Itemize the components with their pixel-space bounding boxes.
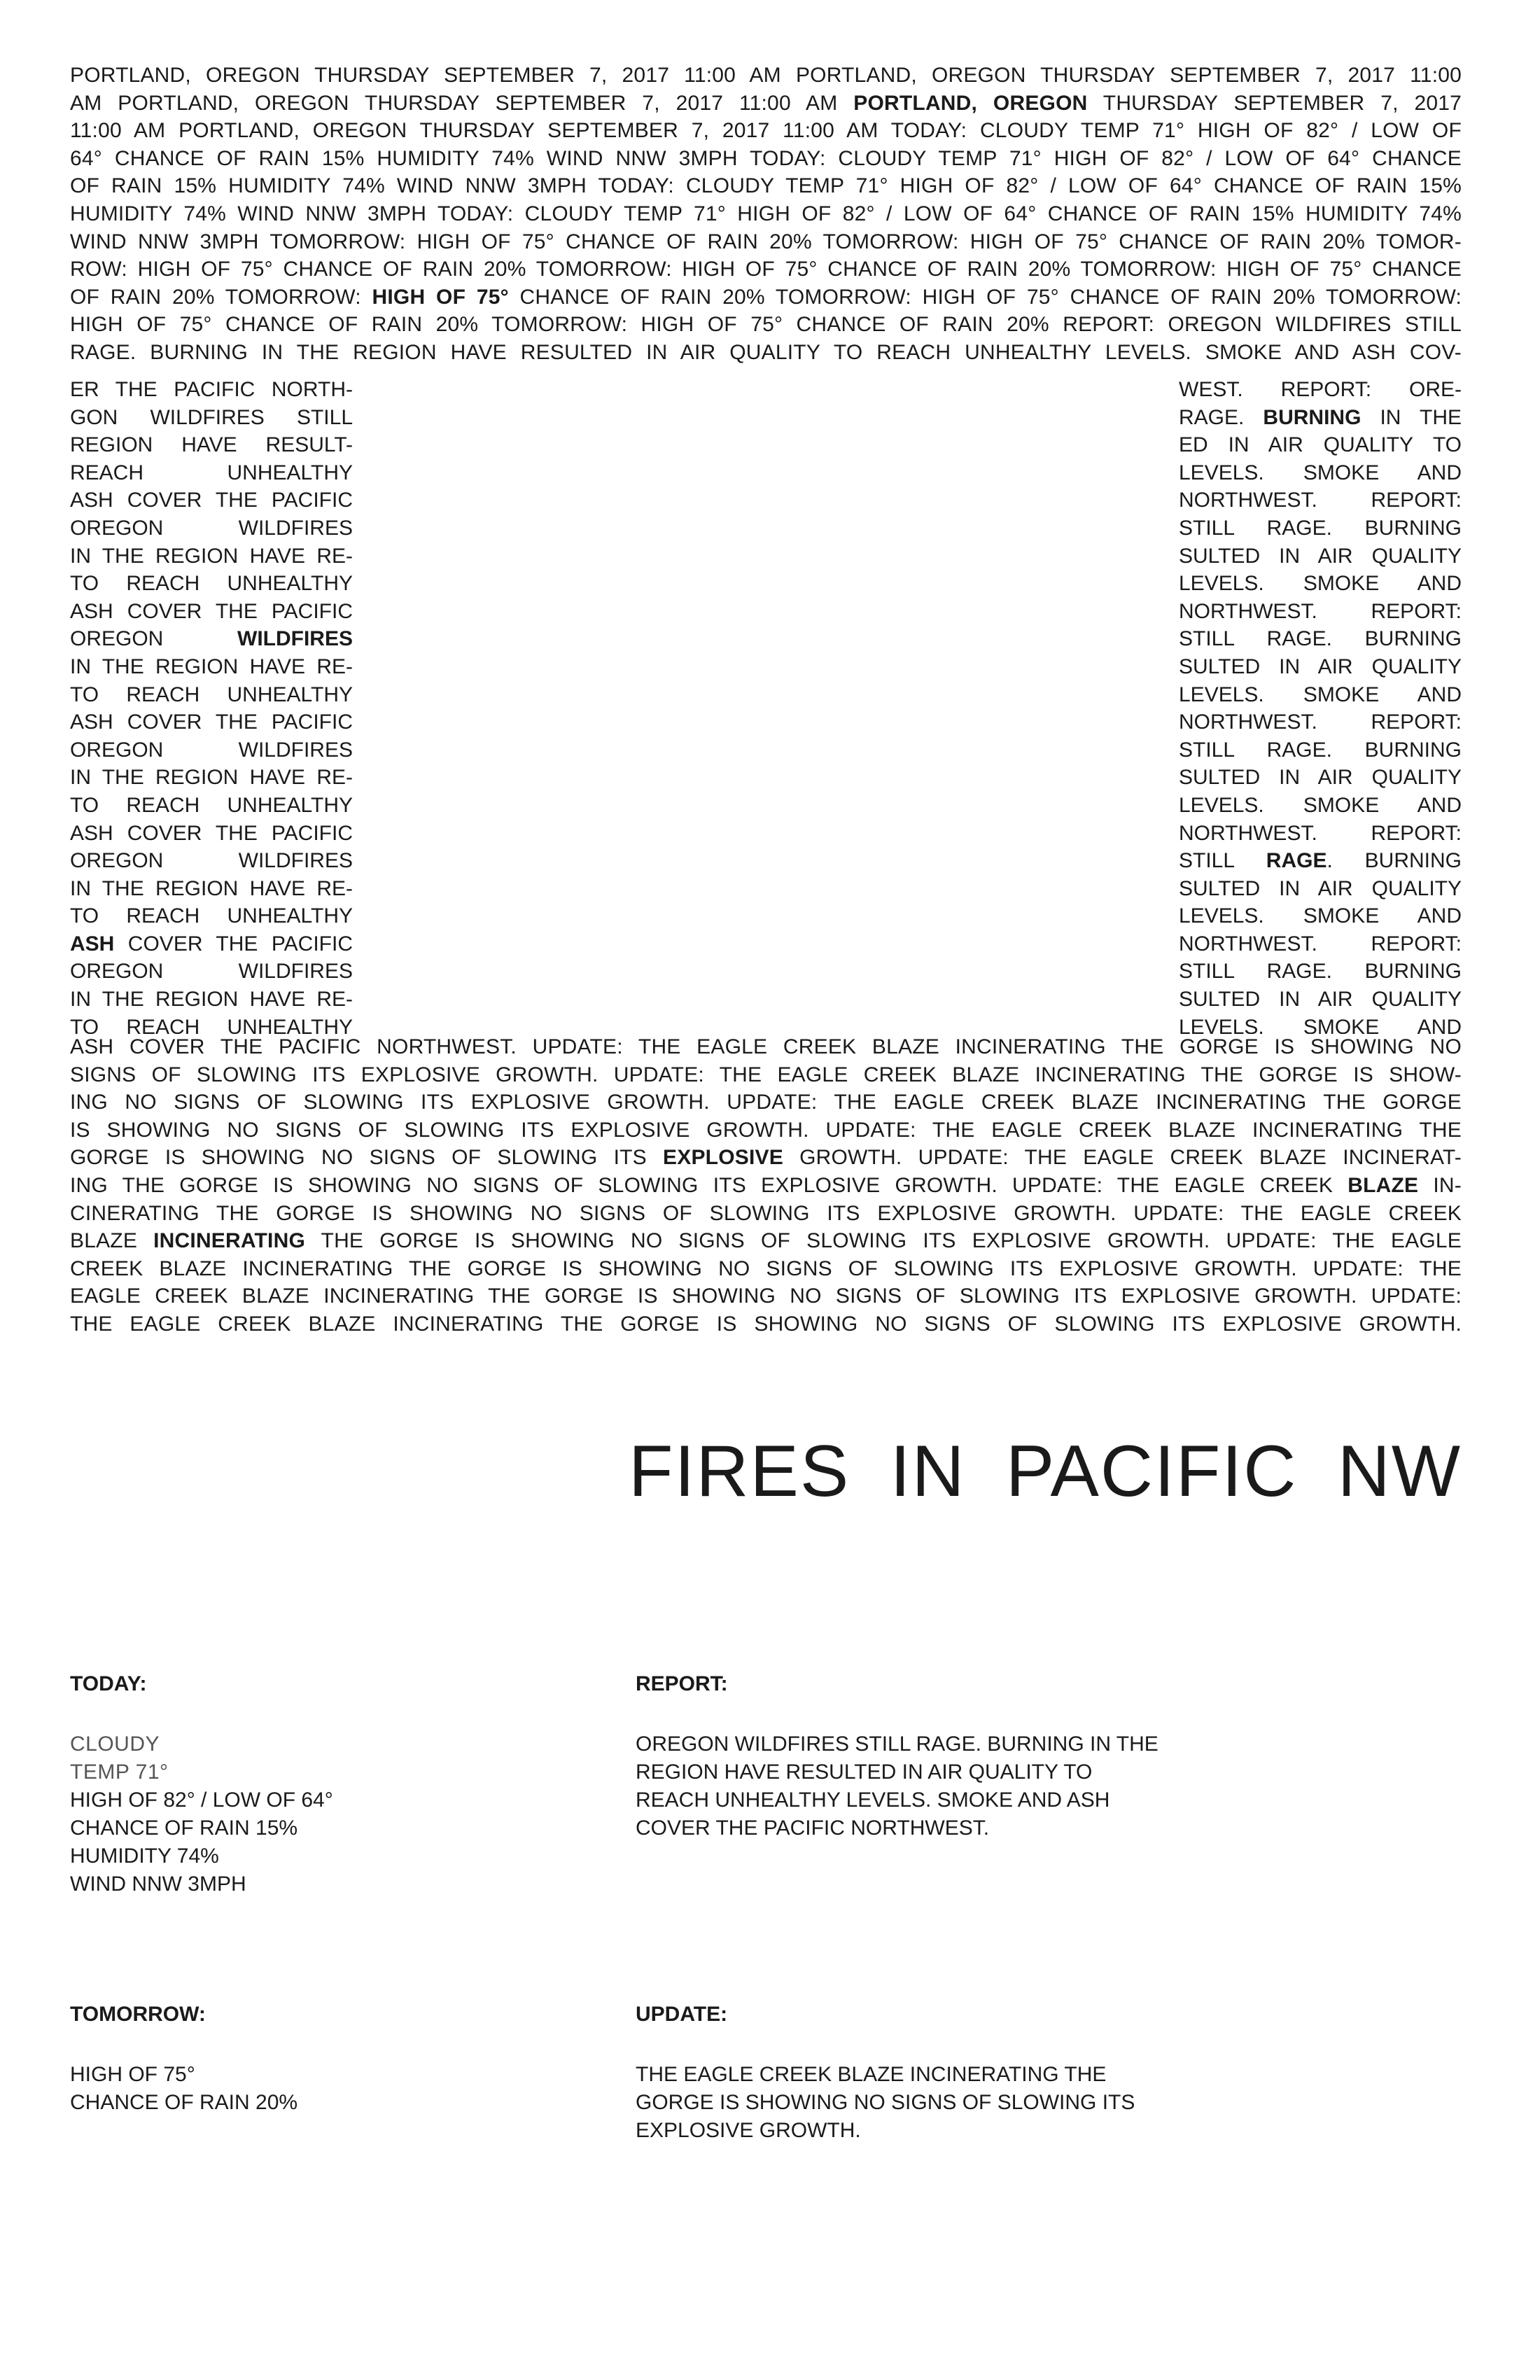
text-line: ASH COVER THE PACIFIC	[70, 710, 353, 734]
text-line: LEVELS. SMOKE AND	[1179, 904, 1462, 928]
text-line: RAGE. BURNING IN THE REGION HAVE RESULTED IN AIR QUALITY TO REACH UNHEALTHY LEVELS. SMOKE AND ASH COV-	[70, 340, 1462, 364]
today-section	[70, 1672, 630, 1898]
tomorrow-high: HIGH OF 75°	[70, 2063, 195, 2086]
text-line: ASH COVER THE PACIFIC	[70, 932, 353, 955]
text-line: STILL RAGE. BURNING	[1179, 627, 1462, 651]
text-line: REACH UNHEALTHY	[70, 461, 353, 484]
today-rain: CHANCE OF RAIN 15%	[70, 1816, 298, 1840]
update-text: THE EAGLE CREEK BLAZE INCINERATING THE GORGE IS SHOWING NO SIGNS OF SLOWING ITS EXPLOSIVE GROWTH.	[636, 2063, 1135, 2142]
text-line: SIGNS OF SLOWING ITS EXPLOSIVE GROWTH. UPDATE: THE EAGLE CREEK BLAZE INCINERATING THE GORGE IS SHOW-	[70, 1063, 1462, 1086]
left-text-column	[70, 376, 353, 1034]
right-text-column	[1179, 376, 1462, 1034]
today-title: TODAY:	[70, 1672, 147, 1695]
text-line: ASH COVER THE PACIFIC NORTHWEST. UPDATE: THE EAGLE CREEK BLAZE INCINERATING THE GORGE IS SHOWING NO	[70, 1035, 1462, 1058]
text-line: IN THE REGION HAVE RE-	[70, 766, 353, 790]
text-line: NORTHWEST. REPORT:	[1179, 489, 1462, 512]
text-line: OF RAIN 20% TOMORROW: HIGH OF 75° CHANCE OF RAIN 20% TOMORROW: HIGH OF 75° CHANCE OF RAIN 20% TOMORROW:	[70, 285, 1462, 309]
report-section	[636, 1672, 1196, 1842]
bold-highlight: BLAZE	[1348, 1173, 1419, 1197]
text-line: OREGON WILDFIRES	[70, 849, 353, 873]
text-line: STILL RAGE. BURNING	[1179, 849, 1462, 873]
bold-highlight: RAGE	[1266, 849, 1327, 873]
text-line: THE EAGLE CREEK BLAZE INCINERATING THE GORGE IS SHOWING NO SIGNS OF SLOWING ITS EXPLOSIVE GROWTH.	[70, 1312, 1462, 1336]
text-line: TO REACH UNHEALTHY	[70, 682, 353, 706]
text-line: STILL RAGE. BURNING	[1179, 960, 1462, 983]
text-line: NORTHWEST. REPORT:	[1179, 821, 1462, 845]
update-title: UPDATE:	[636, 2003, 728, 2026]
today-condition: CLOUDY	[70, 1732, 160, 1756]
text-line: IN THE REGION HAVE RE-	[70, 876, 353, 900]
text-line: LEVELS. SMOKE AND	[1179, 461, 1462, 484]
text-line: GORGE IS SHOWING NO SIGNS OF SLOWING ITS EXPLOSIVE GROWTH. UPDATE: THE EAGLE CREEK BLAZE INCINERAT-	[70, 1146, 1462, 1170]
text-line: TO REACH UNHEALTHY	[70, 793, 353, 817]
text-line: LEVELS. SMOKE AND	[1179, 1015, 1462, 1034]
text-line: TO REACH UNHEALTHY	[70, 572, 353, 596]
text-line: PORTLAND, OREGON THURSDAY SEPTEMBER 7, 2017 11:00 AM PORTLAND, OREGON THURSDAY SEPTEMBER 7, 2017 11:00	[70, 64, 1462, 87]
text-line: GON WILDFIRES STILL	[70, 405, 353, 429]
text-line: IN THE REGION HAVE RE-	[70, 654, 353, 678]
text-line: ING NO SIGNS OF SLOWING ITS EXPLOSIVE GROWTH. UPDATE: THE EAGLE CREEK BLAZE INCINERATING THE GORGE	[70, 1091, 1462, 1114]
text-line: BLAZE INCINERATING THE GORGE IS SHOWING NO SIGNS OF SLOWING ITS EXPLOSIVE GROWTH. UPDATE: THE EAGLE	[70, 1229, 1462, 1253]
today-wind: WIND NNW 3MPH	[70, 1872, 246, 1896]
text-line: SULTED IN AIR QUALITY	[1179, 654, 1462, 678]
today-humidity: HUMIDITY 74%	[70, 1844, 219, 1868]
text-line: SULTED IN AIR QUALITY	[1179, 988, 1462, 1011]
text-line: WEST. REPORT: ORE-	[1179, 378, 1462, 401]
text-line: ASH COVER THE PACIFIC	[70, 821, 353, 845]
report-title: REPORT:	[636, 1672, 728, 1695]
text-line: IS SHOWING NO SIGNS OF SLOWING ITS EXPLOSIVE GROWTH. UPDATE: THE EAGLE CREEK BLAZE INCINERATING THE	[70, 1118, 1462, 1142]
tomorrow-title: TOMORROW:	[70, 2003, 206, 2026]
text-line: SULTED IN AIR QUALITY	[1179, 876, 1462, 900]
bottom-text-block	[70, 1033, 1462, 1341]
top-text-block	[70, 62, 1462, 395]
tomorrow-section	[70, 2002, 630, 2117]
text-line: STILL RAGE. BURNING	[1179, 516, 1462, 540]
text-line: SULTED IN AIR QUALITY	[1179, 544, 1462, 568]
bold-highlight: INCINERATING	[153, 1229, 305, 1253]
text-line: IN THE REGION HAVE RE-	[70, 988, 353, 1011]
text-line: TO REACH UNHEALTHY	[70, 1015, 353, 1034]
text-line: NORTHWEST. REPORT:	[1179, 932, 1462, 955]
bold-highlight: EXPLOSIVE	[663, 1146, 783, 1170]
text-line: ASH COVER THE PACIFIC	[70, 489, 353, 512]
text-line: 64° CHANCE OF RAIN 15% HUMIDITY 74% WIND NNW 3MPH TODAY: CLOUDY TEMP 71° HIGH OF 82° / LOW OF 64° CHANCE	[70, 146, 1462, 170]
bold-highlight: PORTLAND, OREGON	[853, 91, 1088, 115]
text-line: REGION HAVE RESULT-	[70, 433, 353, 457]
report-text: OREGON WILDFIRES STILL RAGE. BURNING IN THE REGION HAVE RESULTED IN AIR QUALITY TO REACH UNHEALTHY LEVELS. SMOKE AND ASH COVER THE PACIFIC NORTHWEST.	[636, 1732, 1158, 1840]
bold-highlight: WILDFIRES	[237, 627, 353, 651]
text-line: OREGON WILDFIRES	[70, 738, 353, 762]
today-high-low: HIGH OF 82° / LOW OF 64°	[70, 1788, 333, 1812]
text-line: ROW: HIGH OF 75° CHANCE OF RAIN 20% TOMORROW: HIGH OF 75° CHANCE OF RAIN 20% TOMORROW: HIGH OF 75° CHANCE	[70, 258, 1462, 281]
text-line: IN THE REGION HAVE RE-	[70, 544, 353, 568]
text-line: WIND NNW 3MPH TOMORROW: HIGH OF 75° CHANCE OF RAIN 20% TOMORROW: HIGH OF 75° CHANCE OF RAIN 20% TOMOR-	[70, 230, 1462, 253]
headline: FIRES IN PACIFIC NW	[629, 1431, 1462, 1512]
text-line: ER THE PACIFIC NORTH-	[70, 378, 353, 401]
text-line: LEVELS. SMOKE AND	[1179, 793, 1462, 817]
text-line: STILL RAGE. BURNING	[1179, 738, 1462, 762]
text-line: ED IN AIR QUALITY TO	[1179, 433, 1462, 457]
text-line: OREGON WILDFIRES	[70, 627, 353, 651]
bold-highlight: ASH	[70, 932, 115, 955]
text-line: OREGON WILDFIRES	[70, 960, 353, 983]
today-temp: TEMP 71°	[70, 1760, 169, 1784]
bold-highlight: HIGH OF 75°	[372, 285, 509, 309]
text-line: SULTED IN AIR QUALITY	[1179, 766, 1462, 790]
text-line: NORTHWEST. REPORT:	[1179, 710, 1462, 734]
text-line: EAGLE CREEK BLAZE INCINERATING THE GORGE IS SHOWING NO SIGNS OF SLOWING ITS EXPLOSIVE GROWTH. UPDATE:	[70, 1284, 1462, 1308]
text-line: NORTHWEST. REPORT:	[1179, 599, 1462, 623]
text-line: LEVELS. SMOKE AND	[1179, 682, 1462, 706]
text-line: ING THE GORGE IS SHOWING NO SIGNS OF SLOWING ITS EXPLOSIVE GROWTH. UPDATE: THE EAGLE CREEK BLAZE IN-	[70, 1173, 1462, 1197]
text-line: OREGON WILDFIRES	[70, 516, 353, 540]
text-line: CINERATING THE GORGE IS SHOWING NO SIGNS OF SLOWING ITS EXPLOSIVE GROWTH. UPDATE: THE EAGLE CREEK	[70, 1201, 1462, 1225]
text-line: TO REACH UNHEALTHY	[70, 904, 353, 928]
text-line: HIGH OF 75° CHANCE OF RAIN 20% TOMORROW: HIGH OF 75° CHANCE OF RAIN 20% REPORT: OREGON WILDFIRES STILL	[70, 313, 1462, 337]
text-line: HUMIDITY 74% WIND NNW 3MPH TODAY: CLOUDY TEMP 71° HIGH OF 82° / LOW OF 64° CHANCE OF RAIN 15% HUMIDITY 74%	[70, 202, 1462, 225]
update-section	[636, 2002, 1196, 2145]
text-line: OF RAIN 15% HUMIDITY 74% WIND NNW 3MPH TODAY: CLOUDY TEMP 71° HIGH OF 82° / LOW OF 64° CHANCE OF RAIN 15%	[70, 174, 1462, 198]
text-line: RAGE. BURNING IN THE	[1179, 405, 1462, 429]
text-line: ASH COVER THE PACIFIC	[70, 599, 353, 623]
tomorrow-rain: CHANCE OF RAIN 20%	[70, 2091, 298, 2114]
text-line: 11:00 AM PORTLAND, OREGON THURSDAY SEPTEMBER 7, 2017 11:00 AM TODAY: CLOUDY TEMP 71° HIGH OF 82° / LOW OF	[70, 119, 1462, 143]
text-line: CREEK BLAZE INCINERATING THE GORGE IS SHOWING NO SIGNS OF SLOWING ITS EXPLOSIVE GROWTH. UPDATE: THE	[70, 1256, 1462, 1280]
text-line: AM PORTLAND, OREGON THURSDAY SEPTEMBER 7, 2017 11:00 AM PORTLAND, OREGON THURSDAY SEPTEMBER 7, 2017	[70, 91, 1462, 115]
text-line: LEVELS. SMOKE AND	[1179, 572, 1462, 596]
bold-highlight: BURNING	[1263, 405, 1362, 429]
